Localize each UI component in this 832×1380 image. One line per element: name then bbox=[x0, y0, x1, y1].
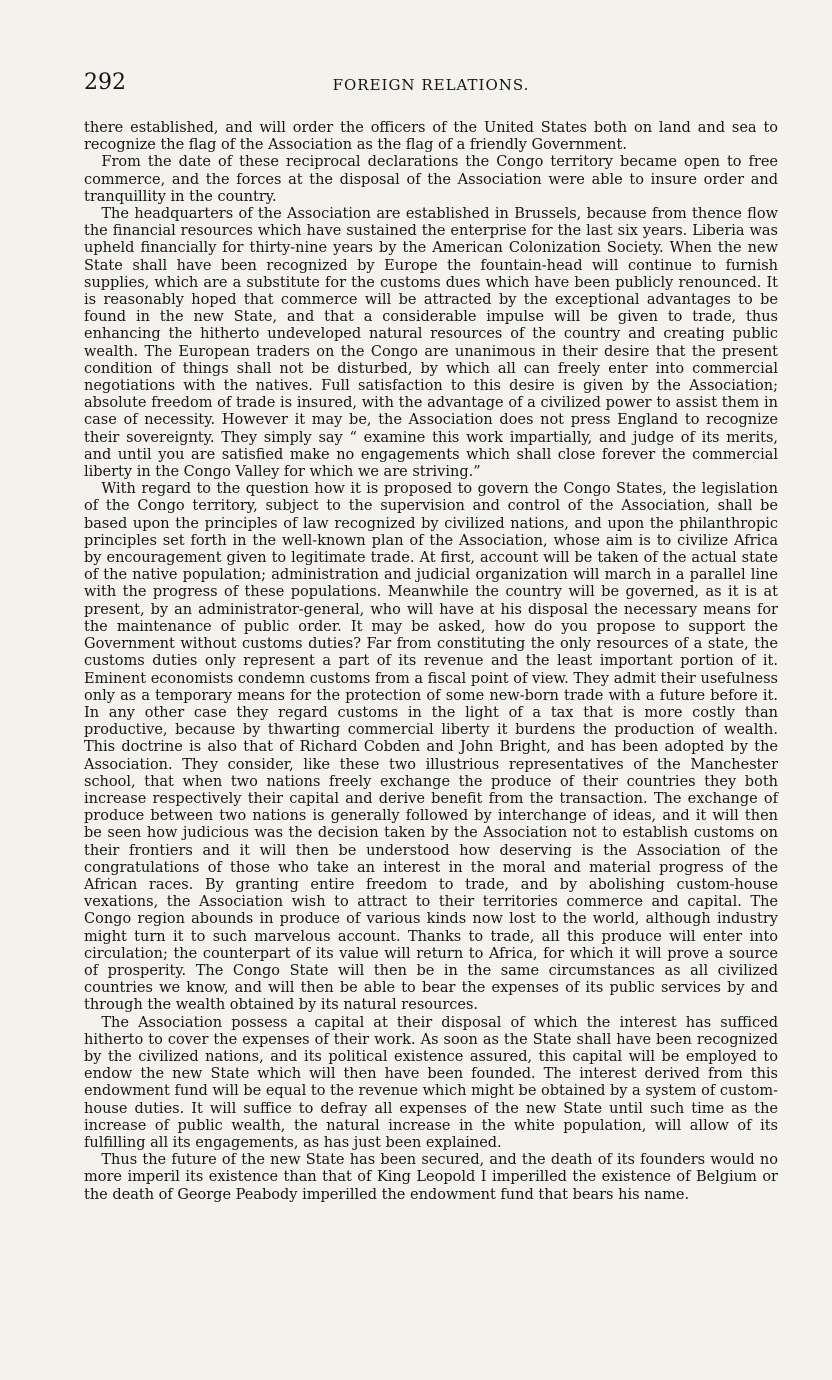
body-text bbox=[84, 120, 778, 1204]
page-number: 292 bbox=[84, 70, 126, 95]
paragraph-capital: The Association possess a capital at their disposal of which the interest has sufficed hitherto to cover the expenses of their work. As soon as the State shall have been recognized by the civilized nations, and its political existence assured, this capital will be employed to endow the new State which will then have been founded. The interest derived from this endowment fund will be equal to the revenue which might be obtained by a system of custom-house duties. It will suffice to defray all expenses of the new State until such time as the increase of public wealth, the natural increase in the white population, will allow of its fulfilling all its engagements, as has just been explained. bbox=[84, 1014, 778, 1151]
paragraph-future: Thus the future of the new State has been secured, and the death of its founders would no more imperil its existence than that of King Leopold I imperilled the existence of Belgium or the death of George Peabody imperilled the endowment fund that bears his name. bbox=[84, 1152, 778, 1203]
paragraph-continuation: there established, and will order the officers of the United States both on land and sea to recognize the flag of the Association as the flag of a friendly Government. bbox=[84, 120, 778, 154]
paragraph-governance: With regard to the question how it is proposed to govern the Congo States, the legislation of the Congo territory, subject to the supervision and control of the Association, shall be based upon the principles of law recognized by civilized nations, and upon the philanthropic principles set forth in the well-known plan of the Association, whose aim is to civilize Africa by encouragement given to legitimate trade. At first, account will be taken of the actual state of the native population; administration and judicial organization will march in a parallel line with the progress of these populations. Meanwhile the country will be governed, as it is at present, by an administrator-general, who will have at his disposal the necessary means for the maintenance of public order. It may be asked, how do you propose to support the Government without customs duties? Far from constituting the only resources of a state, the customs duties only represent a part of its revenue and the least important portion of it. Eminent economists condemn customs from a fiscal point of view. They admit their usefulness only as a temporary means for the protection of some new-born trade with a future before it. In any other case they regard customs in the light of a tax that is more costly than productive, because by thwarting commercial liberty it burdens the production of wealth. This doctrine is also that of Richard Cobden and John Bright, and has been adopted by the Association. They consider, like these two illustrious representatives of the Manchester school, that when two nations freely exchange the produce of their countries they both increase respectively their capital and derive benefit from the transaction. The exchange of produce between two nations is generally followed by interchange of ideas, and it will then be seen how judicious was the decision taken by the Association not to establish customs on their frontiers and it will then be understood how deserving is the Association of the congratulations of those who take an interest in the moral and material progress of the African races. By granting entire freedom to trade, and by abolishing custom-house vexations, the Association wish to attract to their territories commerce and capital. The Congo region abounds in produce of various kinds now lost to the world, although industry might turn it to such marvelous account. Thanks to trade, all this produce will enter into circulation; the counterpart of its value will return to Africa, for which it will prove a source of prosperity. The Congo State will then be in the same circumstances as all civilized countries we know, and will then be able to bear the expenses of its public services by and through the wealth obtained by its natural resources. bbox=[84, 481, 778, 1014]
paragraph-headquarters: The headquarters of the Association are established in Brussels, because from thence flow the financial resources which have sustained the enterprise for the last six years. Liberia was upheld financially for thirty-nine years by the American Colonization Society. When the new State shall have been recognized by Europe the fountain-head will continue to furnish supplies, which are a substitute for the customs dues which have been publicly renounced. It is reasonably hoped that commerce will be attracted by the exceptional advantages to be found in the new State, and that a considerable impulse will be given to trade, thus enhancing the hitherto undeveloped natural resources of the country and creating public wealth. The European traders on the Congo are unanimous in their desire that the present condition of things shall not be disturbed, by which all can freely enter into commercial negotiations with the natives. Full satisfaction to this desire is given by the Association; absolute freedom of trade is insured, with the advantage of a civilized power to assist them in case of necessity. However it may be, the Association does not press England to recognize their sovereignty. They simply say “ examine this work impartially, and judge of its merits, and until you are satisfied make no engagements which shall close forever the commercial liberty in the Congo Valley for which we are striving.” bbox=[84, 206, 778, 481]
document-page bbox=[84, 70, 778, 1204]
running-title: FOREIGN RELATIONS. bbox=[332, 76, 530, 94]
paragraph-free-commerce: From the date of these reciprocal declarations the Congo territory became open to free commerce, and the forces at the disposal of the Association were able to insure order and tranquillity in the country. bbox=[84, 154, 778, 205]
running-head bbox=[84, 70, 778, 100]
